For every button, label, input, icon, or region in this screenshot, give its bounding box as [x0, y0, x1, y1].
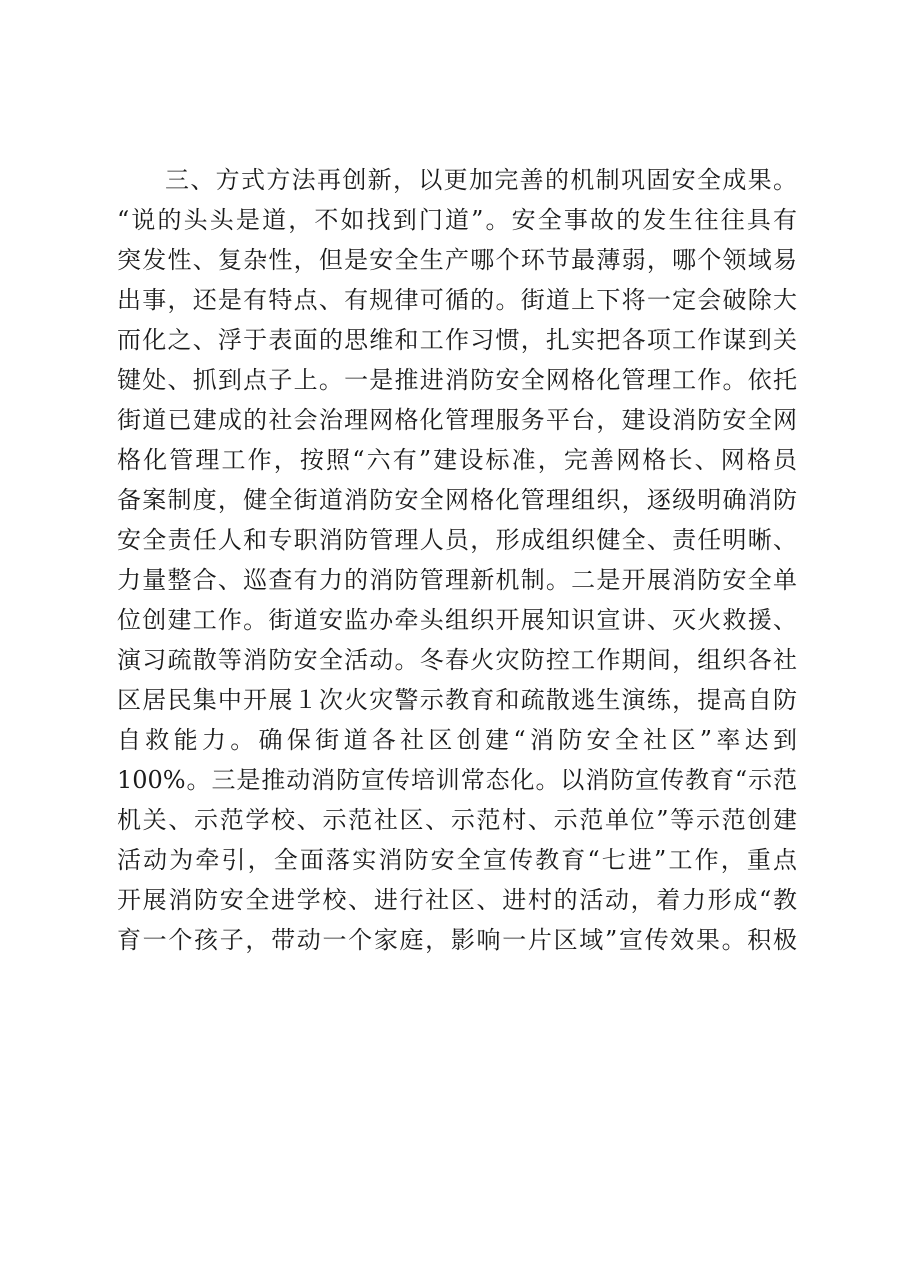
paragraph-line: 键处、抓到点子上。一是推进消防安全网格化管理工作。依托: [117, 366, 797, 394]
paragraph-line: 活动为牵引，全面落实消防安全宣传教育“七进”工作，重点: [117, 846, 797, 874]
paragraph-line: 而化之、浮于表面的思维和工作习惯，扎实把各项工作谋到关: [117, 326, 797, 354]
paragraph-line: 出事，还是有特点、有规律可循的。街道上下将一定会破除大: [117, 286, 797, 314]
paragraph-line: 突发性、复杂性，但是安全生产哪个环节最薄弱，哪个领域易: [117, 246, 797, 274]
paragraph-line: “说的头头是道，不如找到门道”。安全事故的发生往往具有: [117, 206, 797, 234]
paragraph-line: 演习疏散等消防安全活动。冬春火灾防控工作期间，组织各社: [117, 646, 797, 674]
body-paragraph: [117, 160, 797, 960]
paragraph-line: 街道已建成的社会治理网格化管理服务平台，建设消防安全网: [117, 406, 797, 434]
paragraph-line: 力量整合、巡查有力的消防管理新机制。二是开展消防安全单: [117, 566, 797, 594]
paragraph-line: 格化管理工作，按照“六有”建设标准，完善网格长、网格员: [117, 446, 797, 474]
paragraph-line: 开展消防安全进学校、进行社区、进村的活动，着力形成“教: [117, 886, 797, 914]
paragraph-line: 机关、示范学校、示范社区、示范村、示范单位”等示范创建: [117, 806, 797, 834]
paragraph-line: 备案制度，健全街道消防安全网格化管理组织，逐级明确消防: [117, 486, 797, 514]
paragraph-line: 位创建工作。街道安监办牵头组织开展知识宣讲、灭火救援、: [117, 606, 797, 634]
paragraph-line: 自救能力。确保街道各社区创建“消防安全社区”率达到: [117, 726, 797, 754]
paragraph-line: 区居民集中开展１次火灾警示教育和疏散逃生演练，提高自防: [117, 686, 797, 714]
paragraph-line: 三、方式方法再创新，以更加完善的机制巩固安全成果。: [165, 166, 797, 194]
paragraph-line: 安全责任人和专职消防管理人员，形成组织健全、责任明晰、: [117, 526, 797, 554]
paragraph-line: 100%。三是推动消防宣传培训常态化。以消防宣传教育“示范: [117, 766, 797, 794]
paragraph-line: 育一个孩子，带动一个家庭，影响一片区域”宣传效果。积极: [117, 926, 797, 954]
